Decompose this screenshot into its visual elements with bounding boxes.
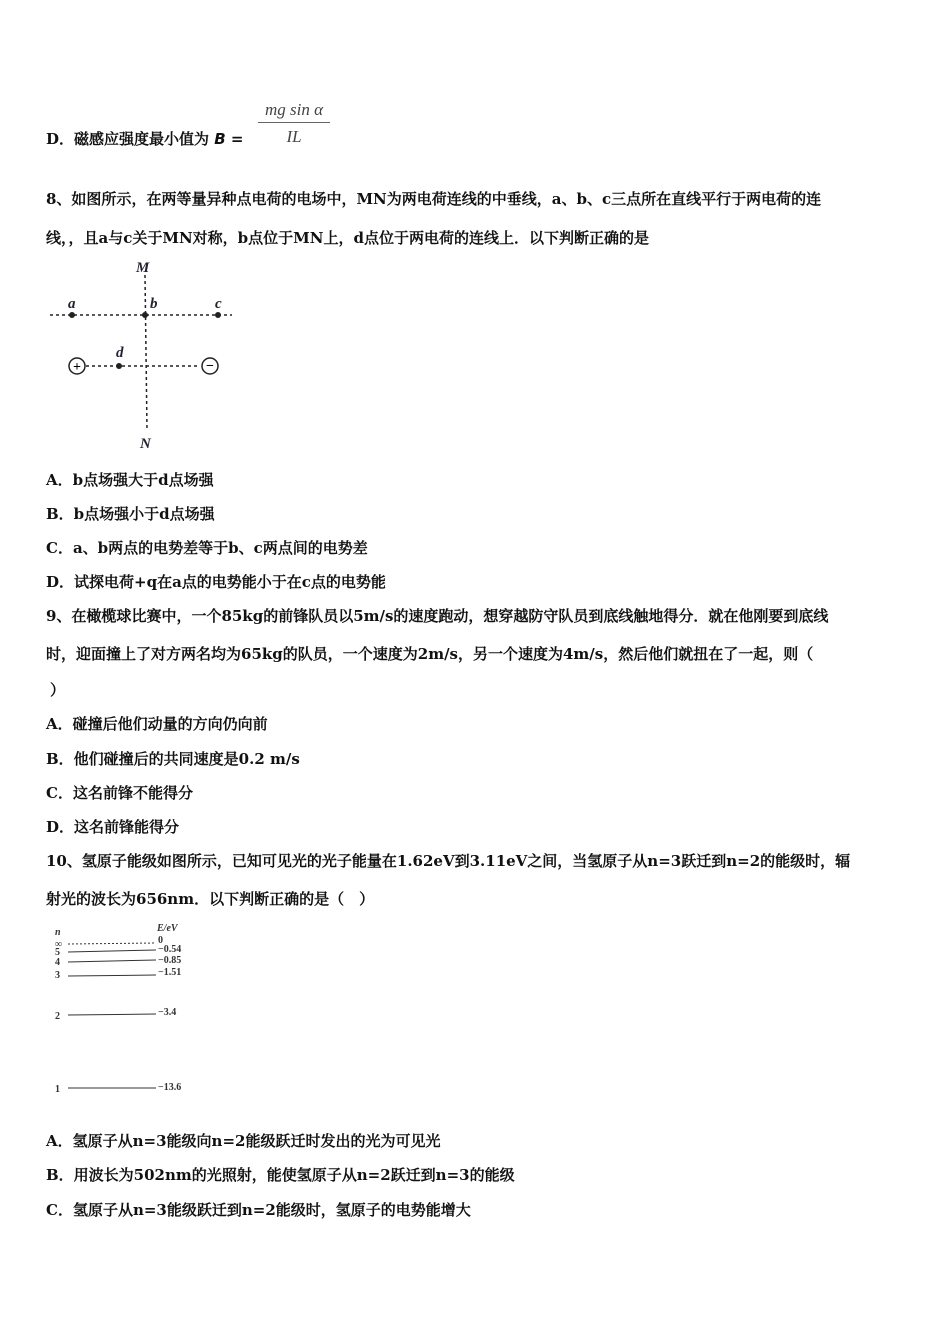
e-inf: 0 (158, 935, 163, 946)
level-3 (68, 975, 156, 976)
q8-stem-line2: 线，，且a与c关于MN对称，b点位于MN上，d点位于两电荷的连线上．以下判断正确的是 (46, 229, 649, 247)
q9-stem-line2: 时，迎面撞上了对方两名均为65kg的队员，一个速度为2m/s，另一个速度为4m/s，然后他们就扭在了一起，则（ (46, 645, 814, 663)
e-3: −1.51 (158, 967, 182, 978)
n-axis-label: n (55, 927, 61, 938)
n-1: 1 (55, 1084, 60, 1095)
level-inf (68, 943, 156, 944)
plus-sign: + (73, 360, 81, 375)
q8-option-a: A．b点场强大于d点场强 (46, 471, 214, 489)
point-b (142, 312, 148, 318)
formula-numerator: mg sin α (258, 100, 330, 123)
e-4: −0.85 (158, 955, 182, 966)
e-axis-label: E/eV (157, 923, 178, 934)
minus-sign: − (206, 359, 214, 374)
q9-option-d: D．这名前锋能得分 (46, 818, 180, 836)
formula-lhs: B = (214, 130, 244, 148)
point-a (69, 312, 75, 318)
q7-option-d (46, 128, 243, 149)
formula-denominator: IL (286, 127, 302, 146)
n-2: 2 (55, 1011, 60, 1022)
q10-option-a: A．氢原子从n=3能级向n=2能级跃迁时发出的光为可见光 (46, 1132, 441, 1150)
q10-stem-line2: 射光的波长为656nm．以下判断正确的是（ ） (46, 890, 375, 908)
point-d (116, 363, 122, 369)
charge-field-figure (40, 250, 240, 450)
n-5: 5 (55, 947, 60, 958)
label-n: N (140, 436, 151, 450)
q8-option-b: B．b点场强小于d点场强 (46, 505, 215, 523)
n-inf: ∞ (55, 939, 63, 950)
q8-stem-line1: 8、如图所示，在两等量异种点电荷的电场中，MN为两电荷连线的中垂线，a、b、c三点所在直线平行于两电荷的连 (46, 190, 822, 208)
q9-stem-line1: 9、在橄榄球比赛中，一个85kg的前锋队员以5m/s的速度跑动，想穿越防守队员到底线触地得分．就在他刚要到底线 (46, 607, 829, 625)
n-4: 4 (55, 957, 60, 968)
q7-option-d-text: D．磁感应强度最小值为 (46, 130, 215, 148)
mn-line (145, 275, 147, 430)
q8-option-c: C．a、b两点的电势差等于b、c两点间的电势差 (46, 539, 368, 557)
q8-option-d: D．试探电荷+q在a点的电势能小于在c点的电势能 (46, 573, 386, 591)
energy-level-figure (40, 915, 210, 1095)
label-d: d (116, 345, 124, 361)
e-5: −0.54 (158, 944, 182, 955)
label-b: b (150, 296, 158, 312)
point-c (215, 312, 221, 318)
q10-stem-line1: 10、氢原子能级如图所示，已知可见光的光子能量在1.62eV到3.11eV之间，当氢原子从n=3跃迁到n=2的能级时，辐 (46, 852, 851, 870)
e-2: −3.4 (158, 1007, 177, 1018)
label-m: M (136, 260, 150, 276)
n-3: 3 (55, 970, 60, 981)
formula-fraction (258, 100, 330, 147)
q10-option-c: C．氢原子从n=3能级跃迁到n=2能级时，氢原子的电势能增大 (46, 1201, 471, 1219)
label-a: a (68, 296, 76, 312)
q9-option-b: B．他们碰撞后的共同速度是0.2 m/s (46, 750, 300, 768)
level-4 (68, 960, 156, 962)
e-1: −13.6 (158, 1082, 182, 1093)
q9-stem-line3: ） (50, 681, 66, 699)
q9-option-a: A．碰撞后他们动量的方向仍向前 (46, 715, 268, 733)
level-2 (68, 1014, 156, 1015)
label-c: c (215, 296, 222, 312)
q9-option-c: C．这名前锋不能得分 (46, 784, 193, 802)
q10-option-b: B．用波长为502nm的光照射，能使氢原子从n=2跃迁到n=3的能级 (46, 1166, 515, 1184)
level-5 (68, 950, 156, 952)
